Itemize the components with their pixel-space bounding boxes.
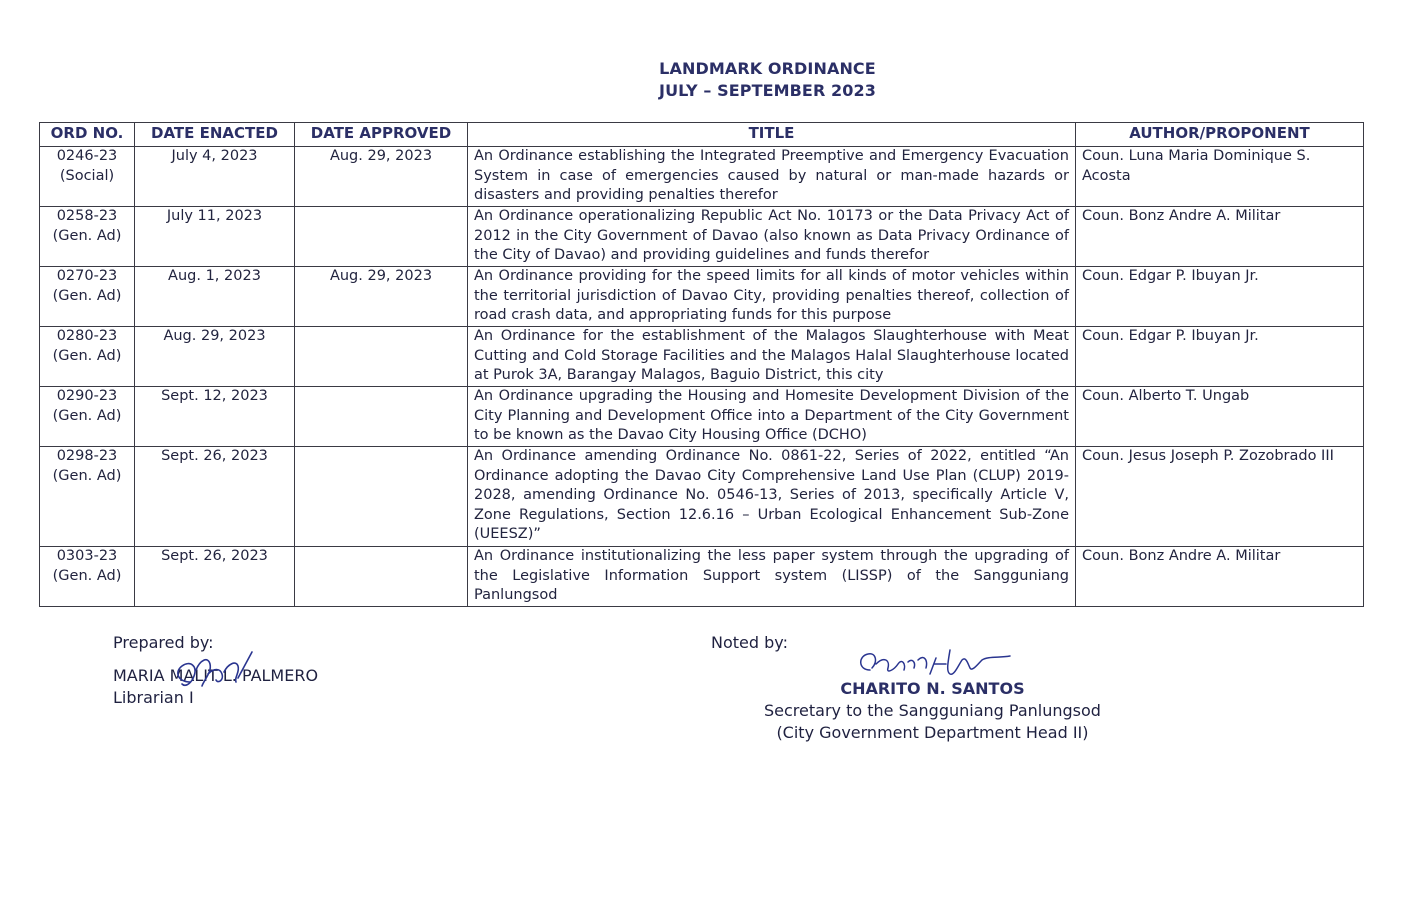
table-row xyxy=(40,147,1364,207)
noted-by-block xyxy=(764,678,1101,744)
date-approved-cell xyxy=(295,327,468,387)
ord-number: 0298-23 xyxy=(56,448,118,464)
table-row xyxy=(40,327,1364,387)
header-title: TITLE xyxy=(468,123,1076,147)
header-date-approved: DATE APPROVED xyxy=(295,123,468,147)
ord-number: 0280-23 xyxy=(56,328,118,344)
ord-number: 0246-23 xyxy=(56,148,118,164)
ordinance-table xyxy=(39,122,1364,607)
ord-number: 0290-23 xyxy=(56,388,118,404)
prepared-by-label: Prepared by: xyxy=(113,633,214,652)
ord-no-cell xyxy=(40,327,135,387)
ord-category: (Gen. Ad) xyxy=(52,227,122,244)
date-approved-cell xyxy=(295,547,468,607)
ord-category: (Gen. Ad) xyxy=(52,467,122,484)
date-enacted-cell: Sept. 26, 2023 xyxy=(135,547,295,607)
author-cell: Coun. Jesus Joseph P. Zozobrado III xyxy=(1076,447,1364,547)
date-enacted-cell: July 4, 2023 xyxy=(135,147,295,207)
author-cell: Coun. Bonz Andre A. Militar xyxy=(1076,207,1364,267)
date-approved-cell: Aug. 29, 2023 xyxy=(295,267,468,327)
date-enacted-cell: Aug. 29, 2023 xyxy=(135,327,295,387)
date-enacted-cell: Sept. 26, 2023 xyxy=(135,447,295,547)
date-enacted-cell: Aug. 1, 2023 xyxy=(135,267,295,327)
author-cell: Coun. Alberto T. Ungab xyxy=(1076,387,1364,447)
prepared-by-position: Librarian I xyxy=(113,688,194,707)
header-ord-no: ORD NO. xyxy=(40,123,135,147)
author-cell: Coun. Edgar P. Ibuyan Jr. xyxy=(1076,267,1364,327)
author-cell: Coun. Edgar P. Ibuyan Jr. xyxy=(1076,327,1364,387)
date-enacted-cell: July 11, 2023 xyxy=(135,207,295,267)
ord-no-cell xyxy=(40,207,135,267)
ord-number: 0258-23 xyxy=(56,208,118,224)
document-title xyxy=(0,58,1411,102)
table-row xyxy=(40,207,1364,267)
ord-no-cell xyxy=(40,447,135,547)
title-cell: An Ordinance operationalizing Republic Act No. 10173 or the Data Privacy Act of 2012 in the City Government of Davao (also known as Data Privacy Ordinance of the City of Davao) and providing guidelines and funds therefor xyxy=(468,207,1076,267)
ord-no-cell xyxy=(40,267,135,327)
header-date-enacted: DATE ENACTED xyxy=(135,123,295,147)
ord-category: (Gen. Ad) xyxy=(52,347,122,364)
ord-no-cell xyxy=(40,147,135,207)
ord-category: (Gen. Ad) xyxy=(52,567,122,584)
date-approved-cell: Aug. 29, 2023 xyxy=(295,147,468,207)
table-row xyxy=(40,447,1364,547)
ord-category: (Gen. Ad) xyxy=(52,287,122,304)
document-title-line1: LANDMARK ORDINANCE xyxy=(659,59,876,78)
title-cell: An Ordinance upgrading the Housing and Homesite Development Division of the City Planning and Development Office into a Department of the City Government to be known as the Davao City Housing Office (DCHO) xyxy=(468,387,1076,447)
noted-by-name: CHARITO N. SANTOS xyxy=(840,679,1025,698)
date-enacted-cell: Sept. 12, 2023 xyxy=(135,387,295,447)
ord-category: (Social) xyxy=(59,167,115,184)
noted-by-position-line2: (City Government Department Head II) xyxy=(776,723,1089,742)
date-approved-cell xyxy=(295,207,468,267)
prepared-by-name: MARIA MALIT L. PALMERO xyxy=(113,666,319,685)
author-cell: Coun. Bonz Andre A. Militar xyxy=(1076,547,1364,607)
title-cell: An Ordinance institutionalizing the less paper system through the upgrading of the Legislative Information Support system (LISSP) of the Sangguniang Panlungsod xyxy=(468,547,1076,607)
table-row xyxy=(40,547,1364,607)
title-cell: An Ordinance for the establishment of the Malagos Slaughterhouse with Meat Cutting and Cold Storage Facilities and the Malagos Halal Slaughterhouse located at Purok 3A, Barangay Malagos, Baguio District, this city xyxy=(468,327,1076,387)
ord-number: 0303-23 xyxy=(56,548,118,564)
table-row xyxy=(40,267,1364,327)
ord-no-cell xyxy=(40,387,135,447)
date-approved-cell xyxy=(295,447,468,547)
noted-by-position-line1: Secretary to the Sangguniang Panlungsod xyxy=(764,701,1101,720)
ord-no-cell xyxy=(40,547,135,607)
table-row xyxy=(40,387,1364,447)
prepared-by-signature xyxy=(168,646,258,700)
ord-category: (Gen. Ad) xyxy=(52,407,122,424)
header-author: AUTHOR/PROPONENT xyxy=(1076,123,1364,147)
document-title-line2: JULY – SEPTEMBER 2023 xyxy=(659,81,876,100)
noted-by-label: Noted by: xyxy=(711,633,788,652)
date-approved-cell xyxy=(295,387,468,447)
table-header-row xyxy=(40,123,1364,147)
author-cell: Coun. Luna Maria Dominique S. Acosta xyxy=(1076,147,1364,207)
ord-number: 0270-23 xyxy=(56,268,118,284)
title-cell: An Ordinance establishing the Integrated Preemptive and Emergency Evacuation System in case of emergencies caused by natural or man-made hazards or disasters and providing penalties therefor xyxy=(468,147,1076,207)
title-cell: An Ordinance amending Ordinance No. 0861-22, Series of 2022, entitled “An Ordinance adopting the Davao City Comprehensive Land Use Plan (CLUP) 2019-2028, amending Ordinance No. 0546-13, Series of 2013, specifically Article V, Zone Regulations, Section 12.6.16 – Urban Ecological Enhancement Sub-Zone (UEESZ)” xyxy=(468,447,1076,547)
title-cell: An Ordinance providing for the speed limits for all kinds of motor vehicles within the territorial jurisdiction of Davao City, providing penalties thereof, collection of road crash data, and appropriating funds for this purpose xyxy=(468,267,1076,327)
